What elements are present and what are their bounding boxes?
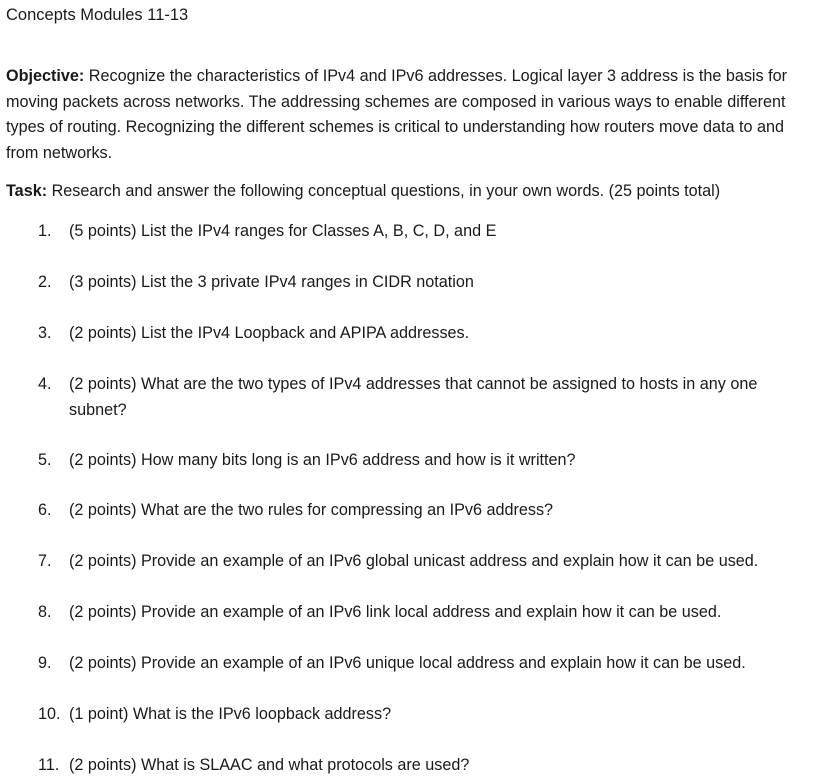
question-item bbox=[38, 321, 813, 347]
question-number: 5. bbox=[38, 451, 52, 469]
question-text: (2 points) What is SLAAC and what protocols are used? bbox=[69, 756, 470, 774]
question-text: (3 points) List the 3 private IPv4 ranges in CIDR notation bbox=[69, 273, 474, 291]
question-number: 10. bbox=[38, 705, 61, 723]
question-text: (2 points) Provide an example of an IPv6 unique local address and explain how it can be used. bbox=[69, 654, 746, 672]
question-number: 3. bbox=[38, 324, 52, 342]
question-number: 8. bbox=[38, 603, 52, 621]
question-number: 2. bbox=[38, 273, 52, 291]
question-item bbox=[38, 498, 813, 524]
question-item bbox=[38, 270, 813, 296]
task-paragraph bbox=[6, 179, 811, 205]
objective-label: Objective: bbox=[6, 67, 85, 85]
question-number: 4. bbox=[38, 375, 52, 393]
question-number: 1. bbox=[38, 222, 52, 240]
question-text: (2 points) What are the two types of IPv4 addresses that cannot be assigned to hosts in any one subnet? bbox=[69, 375, 758, 419]
question-number: 7. bbox=[38, 552, 52, 570]
question-text: (2 points) How many bits long is an IPv6 address and how is it written? bbox=[69, 451, 576, 469]
task-label: Task: bbox=[6, 182, 48, 200]
question-text: (2 points) Provide an example of an IPv6 global unicast address and explain how it can be used. bbox=[69, 552, 759, 570]
question-item bbox=[38, 651, 813, 677]
question-number: 6. bbox=[38, 501, 52, 519]
objective-paragraph bbox=[6, 64, 811, 166]
question-item bbox=[38, 549, 813, 575]
question-number: 11. bbox=[38, 756, 60, 774]
question-text: (5 points) List the IPv4 ranges for Classes A, B, C, D, and E bbox=[69, 222, 497, 240]
question-item bbox=[38, 372, 813, 423]
question-text: (2 points) Provide an example of an IPv6 link local address and explain how it can be used. bbox=[69, 603, 722, 621]
task-text: Research and answer the following conceptual questions, in your own words. (25 points total) bbox=[47, 182, 721, 200]
question-number: 9. bbox=[38, 654, 52, 672]
question-item bbox=[38, 753, 813, 779]
question-item bbox=[38, 219, 813, 245]
question-text: (2 points) List the IPv4 Loopback and APIPA addresses. bbox=[69, 324, 470, 342]
question-text: (2 points) What are the two rules for compressing an IPv6 address? bbox=[69, 501, 554, 519]
question-item bbox=[38, 600, 813, 626]
question-text: (1 point) What is the IPv6 loopback address? bbox=[69, 705, 392, 723]
question-item bbox=[38, 448, 813, 474]
question-item bbox=[38, 702, 813, 728]
document-title: Concepts Modules 11-13 bbox=[6, 6, 189, 24]
objective-text: Recognize the characteristics of IPv4 and IPv6 addresses. Logical layer 3 address is the basis for moving packets across networks. The addressing schemes are composed in various ways to enable different types of routing. Recognizing the different schemes is critical to understanding how routers move data to and from networks. bbox=[6, 67, 787, 162]
